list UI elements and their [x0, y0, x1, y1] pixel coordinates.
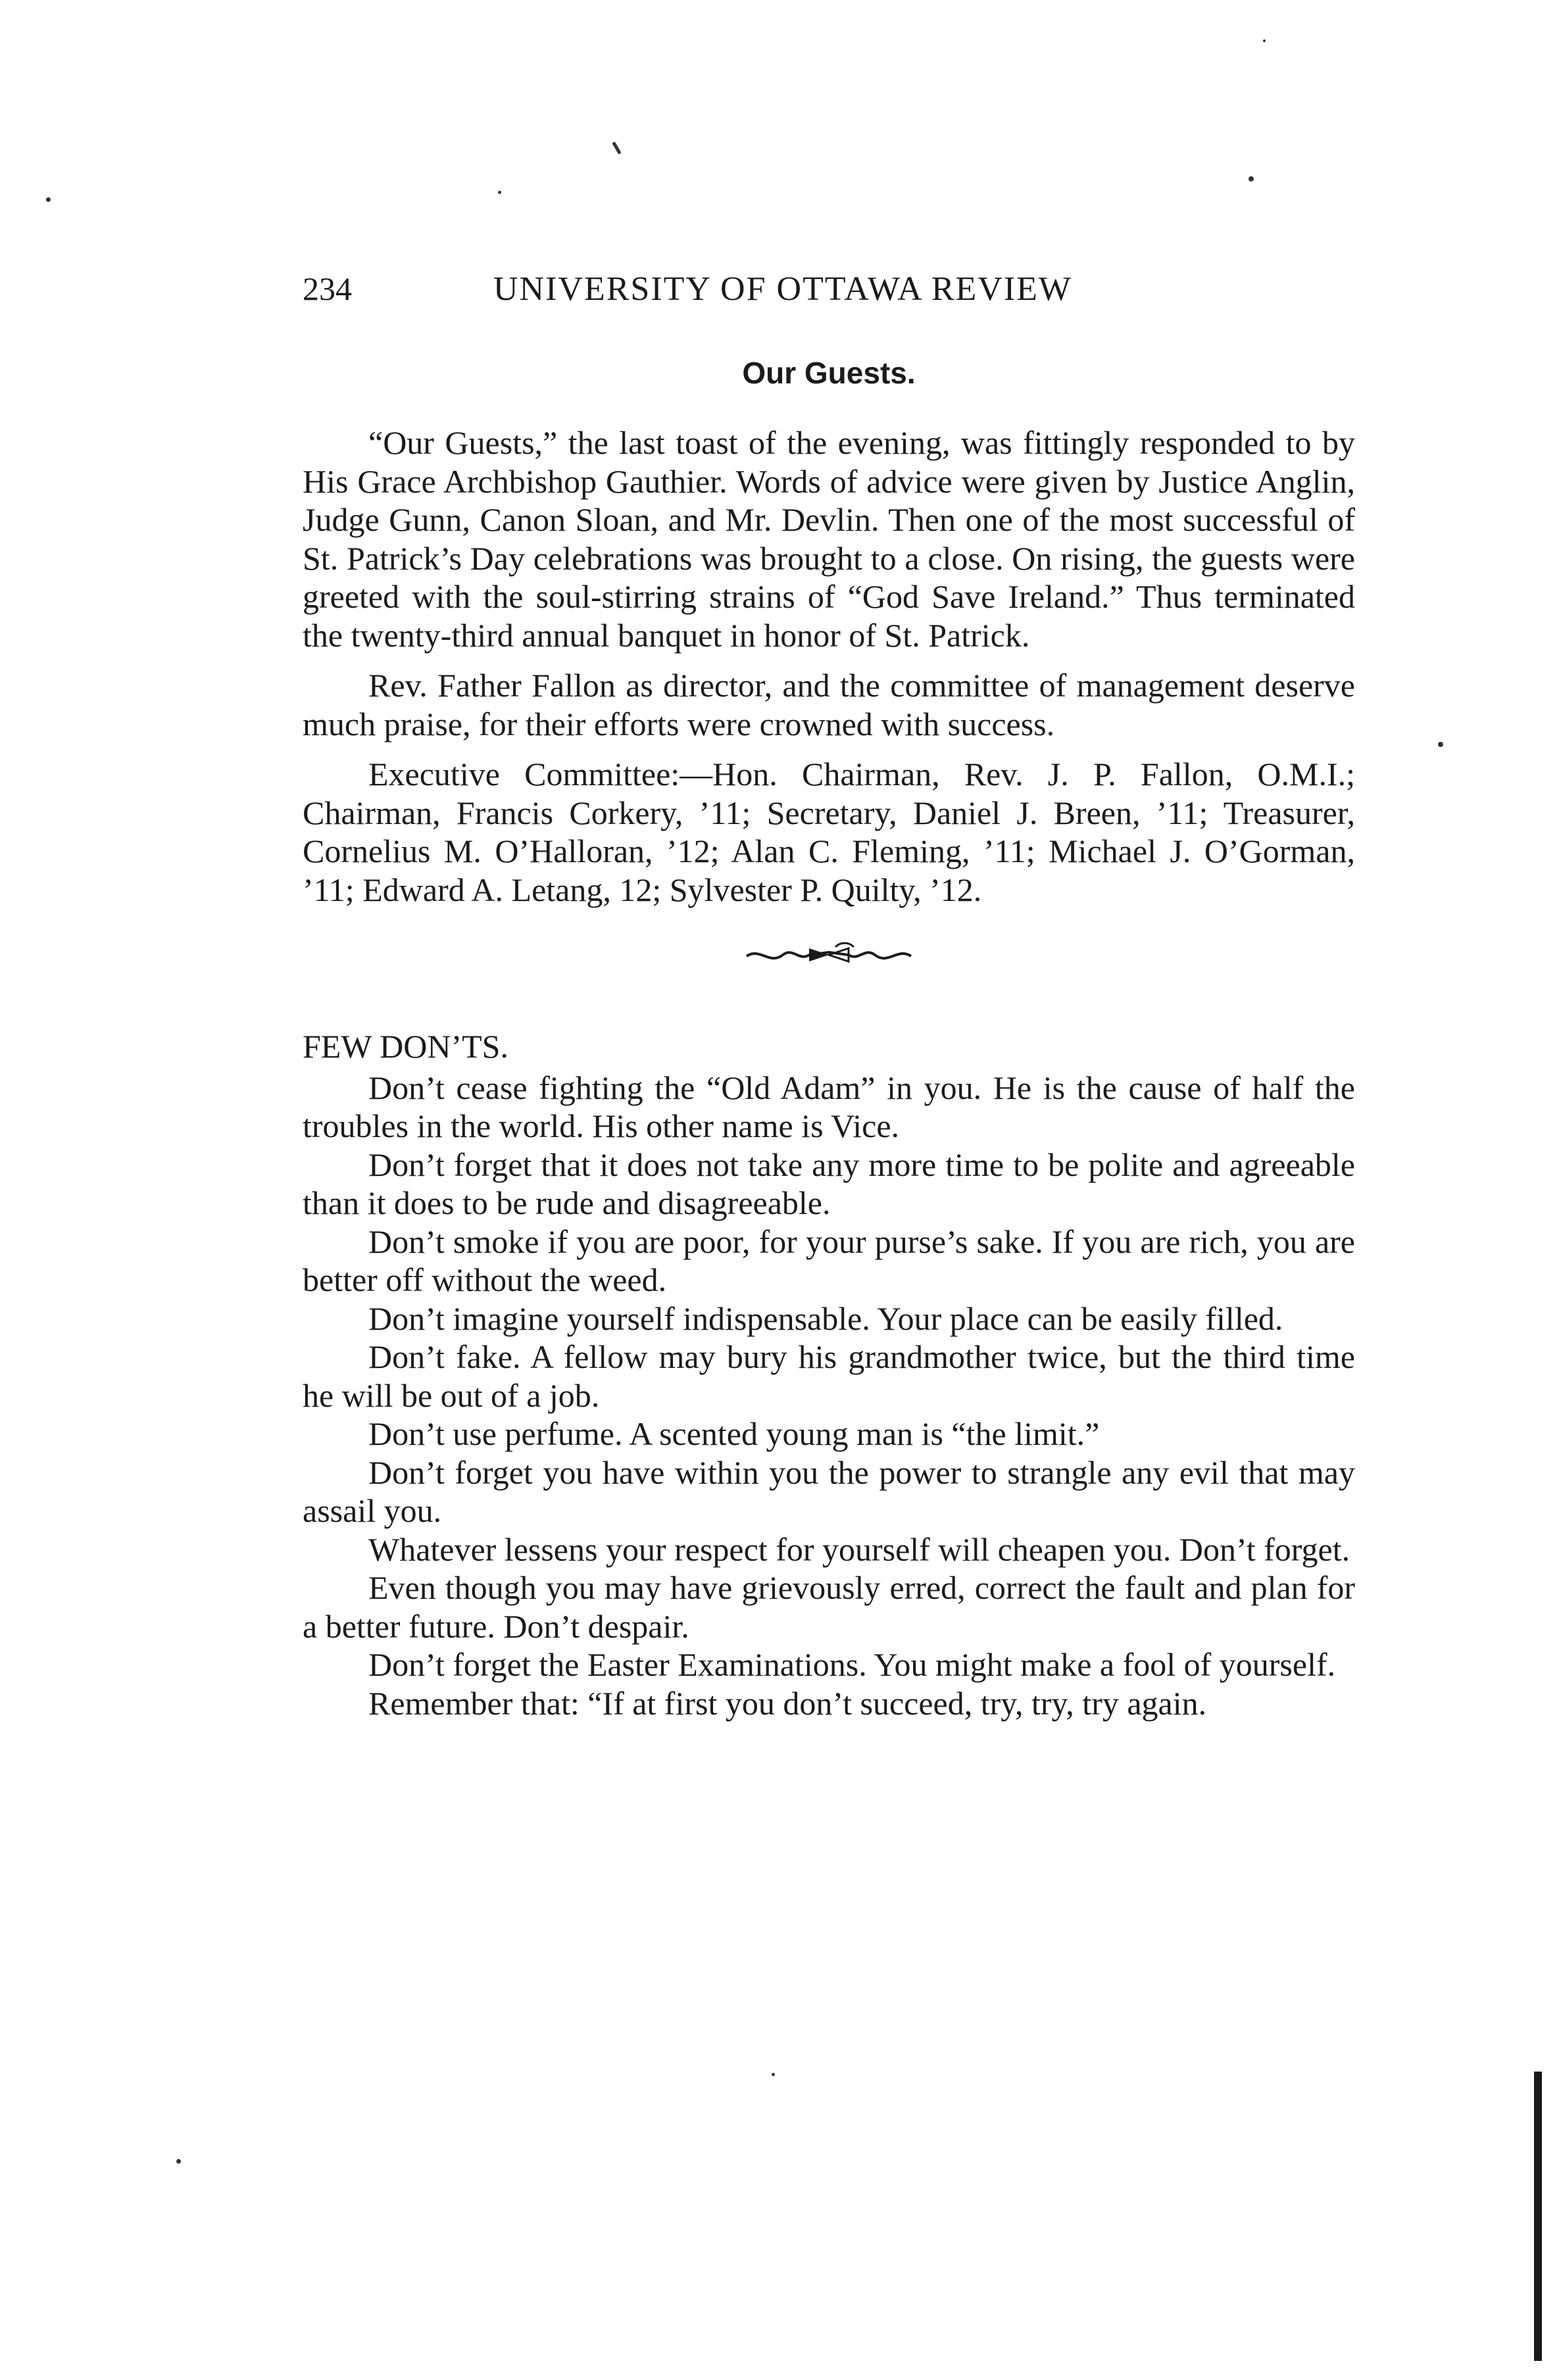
list-item: Don’t forget the Easter Examinations. You might make a fool of yourself.: [368, 1646, 1336, 1683]
list-item: Don’t fake. A fellow may bury his grandmother twice, but the third time he will be out of a job.: [303, 1338, 1355, 1414]
section-few-donts: [303, 1027, 1355, 1722]
paragraph: Rev. Father Fallon as director, and the committee of management deserve much praise, for their efforts were crowned with success.: [303, 667, 1355, 742]
list-item: Even though you may have grievously erred, correct the fault and plan for a better future. Don’t despair.: [303, 1569, 1355, 1645]
scan-edge-bar: [1534, 2072, 1542, 2361]
paragraph: “Our Guests,” the last toast of the evening, was fittingly responded to by His Grace Archbishop Gauthier. Words of advice were given by Justice Anglin, Judge Gunn, Canon Sloan, and Mr. Devlin. Then one of the most successful of St. Patrick’s Day celebrations was brought to a close. On rising, the guests were greeted with the soul-stirring strains of “God Save Ireland.” Thus terminated the twenty-third annual banquet in honor of St. Patrick.: [303, 424, 1355, 654]
journal-title: UNIVERSITY OF OTTAWA REVIEW: [493, 270, 1072, 308]
list-item: Whatever lessens your respect for yourself will cheapen you. Don’t forget.: [368, 1530, 1350, 1568]
list-item: Don’t forget you have within you the power to strangle any evil that may assail you.: [303, 1453, 1355, 1529]
list-item: Remember that: “If at first you don’t succeed, try, try, try again.: [368, 1684, 1207, 1722]
section-heading-our-guests: Our Guests.: [742, 356, 916, 390]
section-heading-few-donts: FEW DON’TS.: [303, 1028, 508, 1065]
list-item: Don’t use perfume. A scented young man is “the limit.”: [368, 1415, 1100, 1452]
decorative-flourish-icon: [743, 935, 914, 975]
list-item: Don’t imagine yourself indispensable. Your place can be easily filled.: [368, 1299, 1283, 1337]
list-item: Don’t forget that it does not take any more time to be polite and agreeable than it does to be rude and disagreeable.: [303, 1146, 1355, 1221]
page-number: 234: [303, 270, 352, 307]
section-our-guests: [303, 424, 1355, 909]
page: [303, 263, 1355, 1722]
list-item: Don’t cease fighting the “Old Adam” in you. He is the cause of half the troubles in the world. His other name is Vice.: [303, 1069, 1355, 1144]
paragraph: Executive Committee:—Hon. Chairman, Rev. J. P. Fallon, O.M.I.; Chairman, Francis Corkery, ’11; Secretary, Daniel J. Breen, ’11; Treasurer, Cornelius M. O’Halloran, ’12; Alan C. Fleming, ’11; Michael J. O’Gorman, ’11; Edward A. Letang, 12; Sylvester P. Quilty, ’12.: [303, 756, 1355, 908]
running-head: [303, 263, 1355, 322]
list-item: Don’t smoke if you are poor, for your purse’s sake. If you are rich, you are better off without the weed.: [303, 1223, 1355, 1298]
